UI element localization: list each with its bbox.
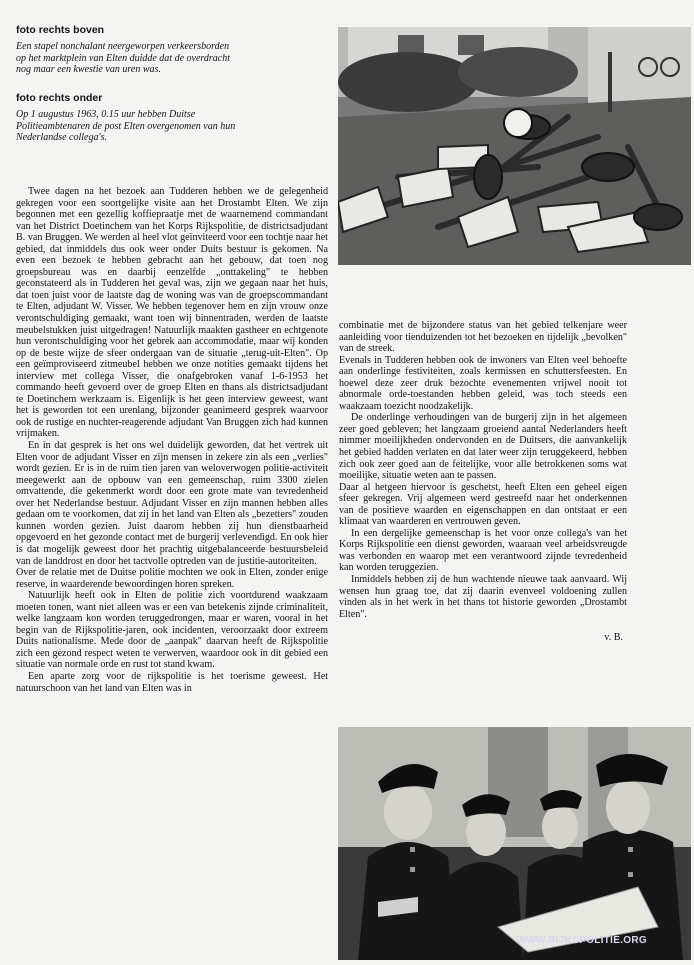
article-paragraph: Evenals in Tudderen hebben ook de inwoners van Elten veel behoefte aan onderlinge festiviteiten, zoals kermissen en schuttersfeesten. En hoewel deze zeer druk bezochte evenementen vrijwel nooit tot abnormale orde-toestanden hebben geleid, was toch steeds een waakzaam toezicht noodzakelijk. bbox=[339, 354, 627, 412]
caption-line: Politieambtenaren de post Elten overgenomen van hun bbox=[16, 120, 236, 132]
author-signature: v. B. bbox=[604, 632, 623, 644]
article-paragraph: Inmiddels hebben zij de hun wachtende nieuwe taak aanvaard. Wij wensen hun graag toe, dat zij daarin evenveel voldoening zullen vinden als in het werk in het thans tot historie geworden „Drostambt Elten". bbox=[339, 574, 627, 620]
article-paragraph: De onderlinge verhoudingen van de burgerij zijn in het algemeen zeer goed gebleven; het langzaam groeiend aantal Nederlanders heeft nimmer moeilijkheden ondervonden en de Duitsers, die aanvankelijk het gebied hadden verlaten en dat later weer zijn teruggekeerd, hebben zich ook zeer goed aan de feitelijke, voor alle betrokkenen soms wat moeilijke, situatie weten aan te passen. bbox=[339, 412, 627, 482]
caption-line: Op 1 augustus 1963, 0.15 uur hebben Duitse bbox=[16, 109, 196, 120]
watermark-text: WWW.RIJKSPOLITIE.ORG bbox=[516, 935, 647, 946]
caption-line: nog maar een kwestie van uren was. bbox=[16, 64, 161, 76]
article-paragraph: Over de relatie met de Duitse politie mochten we ook in Elten, zonder enige reserve, in waarderende bewoordingen horen spreken. bbox=[16, 567, 328, 590]
caption-bottom-heading: foto rechts onder bbox=[16, 92, 103, 104]
article-right-column bbox=[339, 320, 627, 644]
caption-top-heading: foto rechts boven bbox=[16, 24, 105, 36]
article-paragraph: Natuurlijk heeft ook in Elten de politie zich voortdurend waakzaam moeten tonen, want niet alleen was er een van betekenis zijnde criminaliteit, welke langzaam kon worden teruggedrongen, maar er waren, vooral in het begin van de Rijkspolitie-jaren, ook incidenten, veroorzaakt door extreem Duits nationalisme. Mede door de „aanpak" daarvan heeft de Rijkspolitie zich een gezond respect weten te verwerven, waardoor ook in dit gebied een situatie van normale orde en rust tot stand kwam. bbox=[16, 590, 328, 671]
caption-line: Nederlandse collega's. bbox=[16, 132, 108, 144]
article-paragraph: Twee dagen na het bezoek aan Tudderen hebben we de gelegenheid gekregen voor een soortgelijke visite aan het Drostambt Elten. We zijn begonnen met een gezellig koffiepraatje met de waarnemend commandant van het District Doetinchem van het Korps Rijkspolitie, de districtsadjudant B. van Bruggen. We werden al heel vlot geïnviteerd voor een tochtje naar het gebied, dat inmiddels dus ook weer onder Duits bestuur is gekomen. Na even een bezoek te hebben gebracht aan het gebouw, dat toen nog groepsbureau was en daarbij eenzelfde „onttakeling" te hebben geconstateerd als in Tudderen het geval was, zijn we gegaan naar het huis, dat toen juist voor de laatste dag de woning was van de groepscommandant te Elten, adjudant W. Visser. We hebben tegenover hem en zijn vrouw onze verontschuldiging gemaakt, want toen wij binnentraden, werden de laatste meubelstukken juist uitgedragen! Natuurlijk maakten gastheer en echtgenote hun verontschuldiging voor het gebrek aan accommodatie, maar wij konden op de beste wijze de sfeer ondergaan van de situatie „terug-uit-Elten". Op een geïmproviseerd zitmeubel hebben we onze notities gemaakt tijdens het interview met collega Visser, die onafgebroken vanaf 1-6-1953 het commando heeft gevoerd over de groep Elten en thans als districtsadjudant te Doetinchem werkzaam is. Eigenlijk is het geen interview geweest, want het is geworden tot een urenlang, bijzonder geanimeerd gesprek waarvoor ook de rustige en nuchter-reagerende adjudant Van Bruggen zich had kunnen vrijmaken. bbox=[16, 186, 328, 440]
caption-bottom-text bbox=[16, 109, 316, 144]
caption-top-text bbox=[16, 41, 316, 76]
article-paragraph: Daar al hetgeen hiervoor is geschetst, heeft Elten een geheel eigen sfeer gekregen. Vrij algemeen werd gestreefd naar het onderkennen van de positieve waarden en eigenschappen en dan ontstaat er een klimaat van waarderen en vertrouwen geven. bbox=[339, 481, 627, 528]
article-left-column bbox=[16, 186, 328, 694]
article-paragraph: En in dat gesprek is het ons wel duidelijk geworden, dat het vertrek uit Elten voor de adjudant Visser en zijn mensen in zekere zin als een „verlies" wordt gezien. Er is in de ruim tien jaren van weloverwogen politie-activiteit meegewerkt aan de opbouw van een gemeenschap, ruim 3300 zielen omvattende, die gekenmerkt wordt door een grote mate van tevredenheid over het Nederlandse bestuur. Adjudant Visser en zijn mannen hebben alles gedaan om te voorkomen, dat zij in het land van Elten als „bezetters" zouden kunnen worden gezien. Juist daarom hebben zij hun dienstbaarheid opgevoerd en het gezonde contact met de burgerij verlevendigd. En ook hier is dat mogelijk geweest door het prachtig uitgebalanceerde bestuursbeleid van de landdrost en door het tactvolle optreden van de justitie-autoriteiten. bbox=[16, 440, 328, 567]
caption-line: Een stapel nonchalant neergeworpen verkeersborden bbox=[16, 41, 230, 52]
policemen-illustration bbox=[338, 727, 691, 960]
photo-policemen bbox=[338, 727, 691, 960]
article-paragraph: In een dergelijke gemeenschap is het voor onze collega's van het Korps Rijkspolitie een dienst geworden, waaraan veel arbeidsvreugde was verbonden en waarop met een verantwoord zijnde tevredenheid kan worden teruggezien. bbox=[339, 527, 627, 574]
article-paragraph: combinatie met de bijzondere status van het gebied telkenjare weer aanleiding voor tienduizenden tot het bezoeken en tijdelijk „bevolken" van de streek. bbox=[339, 320, 627, 355]
photo-traffic-signs bbox=[338, 27, 691, 265]
caption-line: op het marktplein van Elten duidde dat de overdracht bbox=[16, 52, 231, 64]
traffic-signs-illustration bbox=[338, 27, 691, 265]
article-paragraph: Een aparte zorg voor de rijkspolitie is het toerisme geweest. Het natuurschoon van het land van Elten was in bbox=[16, 670, 328, 694]
